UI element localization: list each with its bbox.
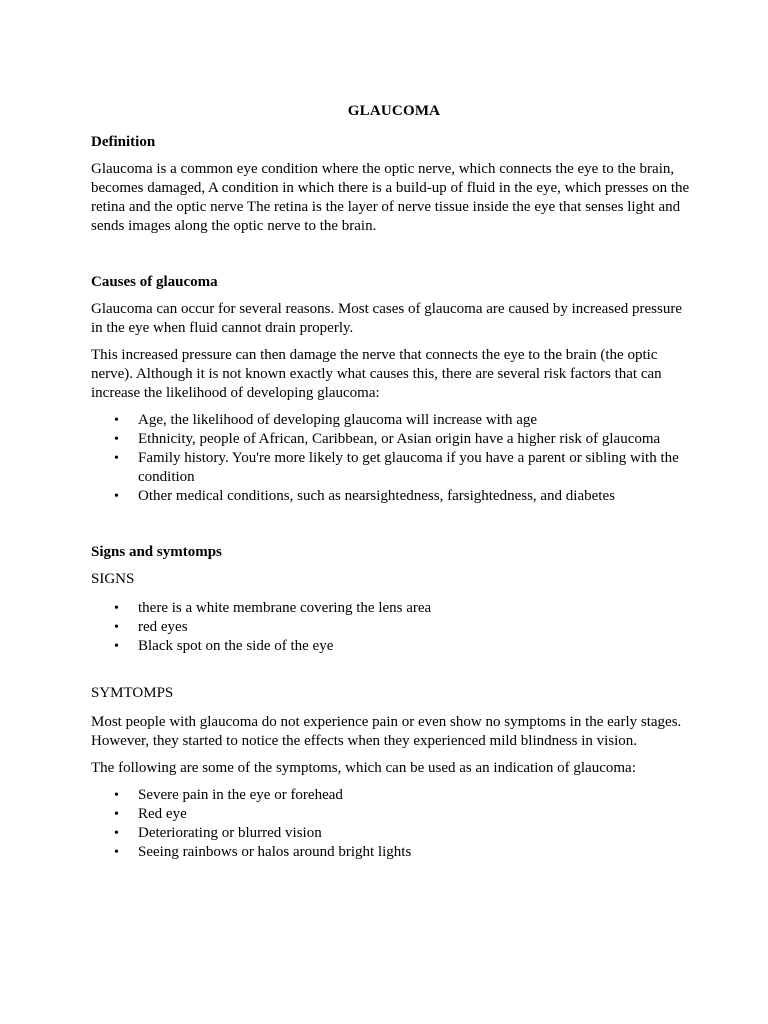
bullet-icon: • bbox=[114, 620, 119, 635]
section-spacer bbox=[91, 664, 697, 684]
list-item bbox=[91, 637, 697, 656]
bullet-icon: • bbox=[114, 639, 119, 654]
signs-list bbox=[91, 599, 697, 656]
list-item bbox=[91, 618, 697, 637]
list-item bbox=[91, 487, 697, 506]
section-spacer bbox=[91, 514, 697, 543]
bullet-icon: • bbox=[114, 489, 119, 504]
list-item bbox=[91, 599, 697, 618]
bullet-icon: • bbox=[114, 845, 119, 860]
causes-paragraph-1: Glaucoma can occur for several reasons. Most cases of glaucoma are caused by increased pressure in the eye when fluid cannot drain properly. bbox=[91, 301, 682, 336]
list-item-text: Age, the likelihood of developing glaucoma will increase with age bbox=[138, 412, 538, 428]
bullet-icon: • bbox=[114, 601, 119, 616]
bullet-icon: • bbox=[114, 413, 119, 428]
bullet-icon: • bbox=[114, 432, 119, 447]
causes-paragraph-2: This increased pressure can then damage the nerve that connects the eye to the brain (the optic nerve). Although it is not known exactly what causes this, there are several risk factors that can increase the likelihood of developing glaucoma: bbox=[91, 347, 662, 401]
list-item-text: Seeing rainbows or halos around bright lights bbox=[138, 844, 412, 860]
symptoms-list bbox=[91, 786, 697, 862]
list-item bbox=[91, 843, 697, 862]
list-item-text: Deteriorating or blurred vision bbox=[138, 825, 322, 841]
document-page bbox=[91, 102, 697, 870]
list-item-text: Severe pain in the eye or forehead bbox=[138, 787, 343, 803]
list-item bbox=[91, 786, 697, 805]
list-item bbox=[91, 449, 697, 487]
list-item-text: Ethnicity, people of African, Caribbean, or Asian origin have a higher risk of glaucoma bbox=[138, 431, 661, 447]
document-title: GLAUCOMA bbox=[347, 103, 441, 119]
symptoms-paragraph-1: Most people with glaucoma do not experience pain or even show no symptoms in the early stages. However, they started to notice the effects when they experienced mild blindness in vision. bbox=[91, 714, 682, 749]
list-item-text: there is a white membrane covering the lens area bbox=[138, 600, 432, 616]
definition-heading: Definition bbox=[91, 134, 156, 150]
list-item-text: red eyes bbox=[138, 619, 188, 635]
list-item-text: Other medical conditions, such as nearsightedness, farsightedness, and diabetes bbox=[138, 488, 615, 504]
bullet-icon: • bbox=[114, 807, 119, 822]
list-item bbox=[91, 824, 697, 843]
list-item-text: Red eye bbox=[138, 806, 187, 822]
list-item bbox=[91, 411, 697, 430]
symptoms-paragraph-2: The following are some of the symptoms, which can be used as an indication of glaucoma: bbox=[91, 760, 636, 776]
signs-symptoms-heading: Signs and symtomps bbox=[91, 544, 222, 560]
section-spacer bbox=[91, 244, 697, 273]
list-item bbox=[91, 805, 697, 824]
symptoms-label: SYMTOMPS bbox=[91, 685, 174, 701]
risk-factors-list bbox=[91, 411, 697, 506]
list-item bbox=[91, 430, 697, 449]
definition-paragraph: Glaucoma is a common eye condition where the optic nerve, which connects the eye to the brain, becomes damaged, A condition in which there is a build-up of fluid in the eye, which presses on the retina and the optic nerve The retina is the layer of nerve tissue inside the eye that senses light and sends images along the optic nerve to the brain. bbox=[91, 161, 690, 234]
list-item-text: Black spot on the side of the eye bbox=[138, 638, 334, 654]
signs-label: SIGNS bbox=[91, 571, 135, 587]
causes-heading: Causes of glaucoma bbox=[91, 274, 218, 290]
bullet-icon: • bbox=[114, 451, 119, 466]
list-item-text: Family history. You're more likely to get glaucoma if you have a parent or sibling with the condition bbox=[138, 450, 679, 485]
bullet-icon: • bbox=[114, 788, 119, 803]
bullet-icon: • bbox=[114, 826, 119, 841]
